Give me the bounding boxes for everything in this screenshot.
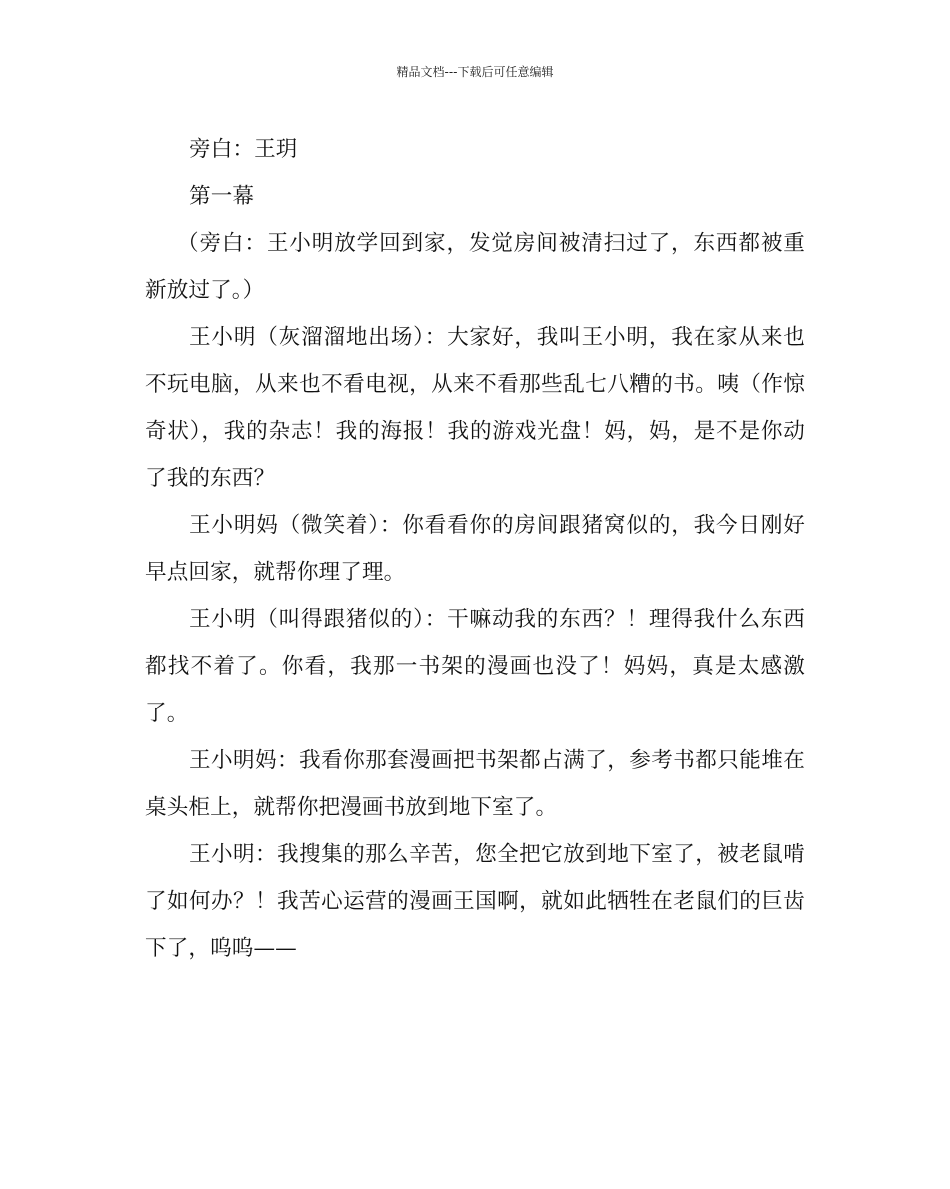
paragraph-dialogue: 王小明：我搜集的那么辛苦，您全把它放到地下室了，被老鼠啃了如何办？！我苦心运营的漫画王国啊，就如此牺牲在老鼠们的巨齿下了，呜呜—— xyxy=(145,842,805,961)
paragraph-narrator: 旁白：王玥 xyxy=(189,137,298,162)
paragraph-dialogue: 王小明（叫得跟猪似的）：干嘛动我的东西？！理得我什么东西都找不着了。你看，我那一书架的漫画也没了！妈妈，真是太感激了。 xyxy=(145,607,805,726)
paragraph-act-title: 第一幕 xyxy=(189,184,255,209)
paragraph-dialogue: 王小明妈（微笑着）：你看看你的房间跟猪窝似的，我今日刚好早点回家，就帮你理了理。 xyxy=(145,513,805,585)
document-body xyxy=(145,126,805,972)
paragraph-dialogue: 王小明（灰溜溜地出场）：大家好，我叫王小明，我在家从来也不玩电脑，从来也不看电视，从来不看那些乱七八糟的书。咦（作惊奇状），我的杂志！我的海报！我的游戏光盘！妈，妈，是不是你动了我的东西？ xyxy=(145,325,805,491)
paragraph-dialogue: 王小明妈：我看你那套漫画把书架都占满了，参考书都只能堆在桌头柜上，就帮你把漫画书放到地下室了。 xyxy=(145,748,805,820)
page-header: 精品文档---下载后可任意编辑 xyxy=(396,65,554,79)
paragraph-stage-direction: （旁白：王小明放学回到家，发觉房间被清扫过了，东西都被重新放过了。） xyxy=(145,231,805,303)
